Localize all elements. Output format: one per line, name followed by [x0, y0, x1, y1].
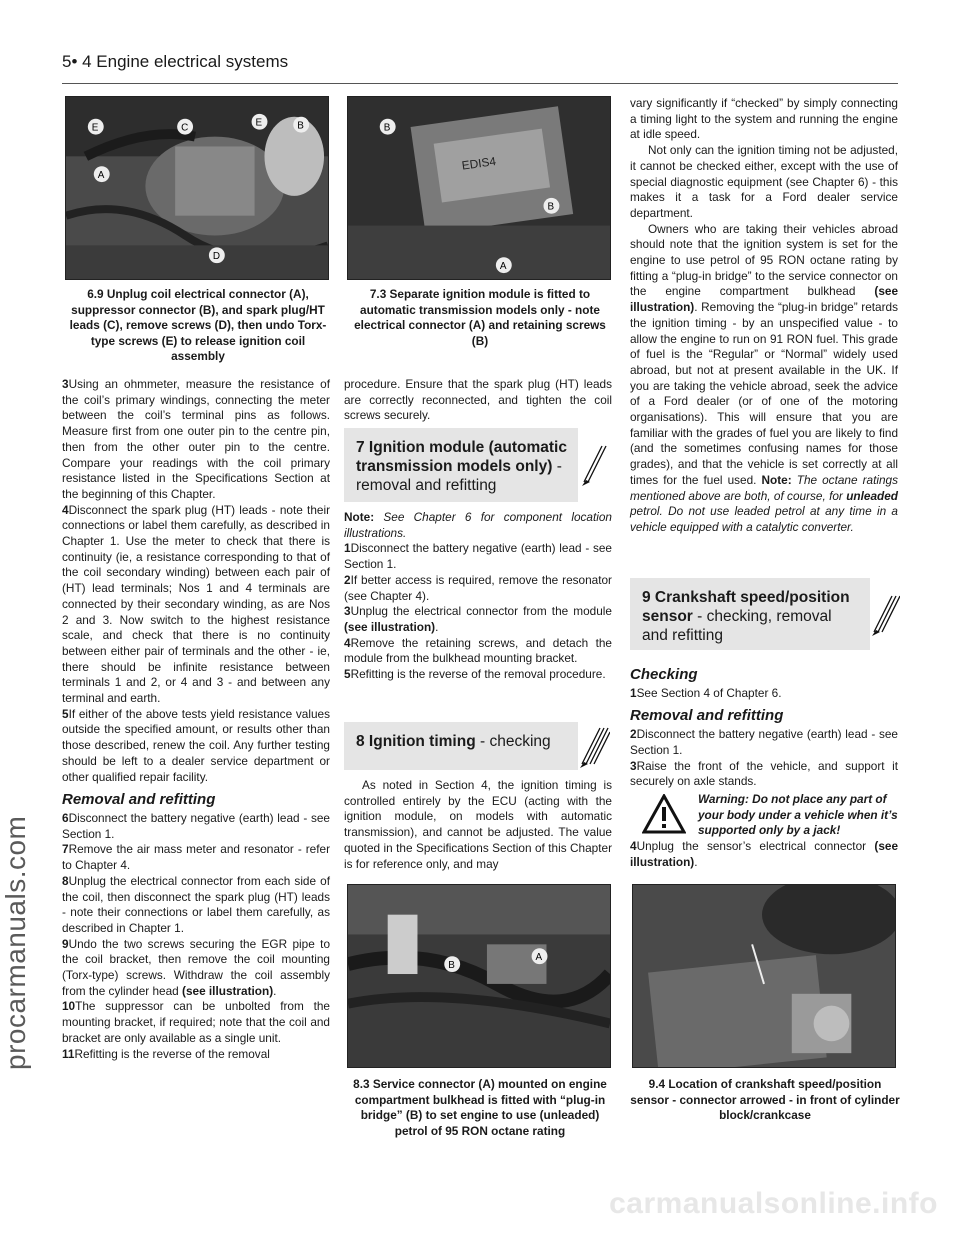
- section-title: 8 Ignition timing: [356, 733, 476, 750]
- figure-8-3-caption: 8.3 Service connector (A) mounted on engine compartment bulkhead is fitted with “plug-in bridge” (B) to set engine to use (unleaded) petrol of 95 RON octane rating: [353, 1077, 607, 1138]
- sec9-para-3: [630, 759, 898, 790]
- section-subtitle: - checking: [475, 733, 551, 750]
- difficulty-wrench-icon: [870, 586, 900, 642]
- section-9-heading: [630, 578, 870, 650]
- column-2-top: [344, 377, 612, 424]
- sec9-para-2: [630, 727, 898, 758]
- para-end: .: [273, 983, 277, 998]
- see-illustration-ref: (see illustration): [182, 983, 274, 998]
- para-text: See Section 4 of Chapter 6.: [636, 685, 782, 700]
- column-2-sec7: [344, 510, 612, 683]
- para-end: .: [694, 854, 698, 869]
- see-illustration-ref: (see illustration): [630, 839, 899, 869]
- difficulty-wrench-icon: [580, 718, 610, 774]
- para-number: 11: [62, 1046, 75, 1061]
- svg-text:C: C: [181, 122, 189, 134]
- header-rule: [62, 83, 898, 84]
- svg-text:B: B: [448, 960, 455, 972]
- section-7-heading: [344, 428, 578, 502]
- para-number: 5: [62, 706, 69, 721]
- para-number: 3: [344, 604, 351, 619]
- timing-paragraph-2: Not only can the ignition timing not be adjusted, it cannot be checked either, except with the use of special diagnostic equipment (see Chapter 6) - this makes it a task for a Ford dealer service department.: [630, 143, 898, 220]
- para-number: 9: [62, 936, 69, 951]
- para-text: Disconnect the spark plug (HT) leads - note their connections or label them carefully, as described in Chapter 1. Use the meter to check that there is continuity (ie, a resistance corresponding to that of the coil secondary winding) between each pair of (HT) lead terminals; Nos 1 and 4 terminals are connected by their secondary winding, as are Nos 2 and 3. Now switch to the highest resistance scale, and check that there is no continuity between either pair of terminals and the other - ie, there should be infinite resistance between terminals 1 and 2, or 4 and 3 - and between any terminal and earth.: [62, 502, 330, 706]
- warning-triangle-icon: [642, 794, 686, 834]
- sec7-para-3: [344, 604, 612, 635]
- column-3-sec9: [630, 660, 898, 870]
- bottom-watermark: carmanualsonline.info: [609, 1187, 938, 1220]
- svg-text:B: B: [297, 120, 304, 132]
- side-watermark: procarmanuals.com: [0, 815, 31, 1070]
- sec7-para-1: [344, 541, 612, 572]
- note-emphasis: unleaded: [846, 488, 898, 503]
- svg-text:E: E: [255, 117, 263, 129]
- svg-text:A: A: [97, 170, 105, 182]
- paragraph-3: [62, 377, 330, 503]
- see-illustration-ref: (see illustration): [344, 619, 436, 634]
- note-label: Note:: [761, 472, 792, 487]
- para-text: Unplug the electrical connector from each side of the coil, then disconnect the spark plug (HT) leads - note their connections or label them carefully, as described in Chapter 1.: [62, 873, 330, 935]
- para-end: .: [435, 619, 439, 634]
- para-number: 4: [62, 502, 69, 517]
- figure-7-3-photo: [347, 96, 611, 280]
- difficulty-wrench-icon: [580, 436, 610, 492]
- page-header: 5• 4 Engine electrical systems: [62, 52, 289, 71]
- sec7-para-4: [344, 636, 612, 667]
- para-text: If better access is required, remove the resonator (see Chapter 4).: [344, 572, 612, 603]
- continued-paragraph: procedure. Ensure that the spark plug (HT) leads are correctly reconnected, and tighten the coil screws securely.: [344, 377, 612, 423]
- para-number: 3: [630, 758, 637, 773]
- warning-box: [630, 792, 898, 839]
- section-title: 7 Ignition module (automatic transmission models only): [356, 439, 567, 475]
- figure-9-4-photo: [632, 884, 896, 1068]
- subheading-removal: Removal and refitting: [62, 791, 216, 809]
- subheading-checking: Checking: [630, 666, 698, 683]
- svg-text:A: A: [499, 261, 507, 273]
- subheading-removal: Removal and refitting: [630, 707, 784, 725]
- para-number: 7: [62, 842, 69, 857]
- section-title: 9 Crankshaft speed/position sensor: [642, 589, 850, 625]
- para-text: Refitting is the reverse of the removal procedure.: [350, 667, 606, 682]
- svg-text:D: D: [212, 251, 221, 263]
- column-2-sec8: [344, 778, 612, 872]
- para-text: Unplug the sensor’s electrical connector: [636, 839, 867, 854]
- para-number: 2: [630, 727, 637, 742]
- para-text: Raise the front of the vehicle, and support it securely on axle stands.: [630, 758, 898, 789]
- svg-text:A: A: [535, 952, 543, 964]
- para-text: Disconnect the battery negative (earth) lead - see Section 1.: [344, 541, 612, 572]
- note-text: petrol. Do not use leaded petrol at any time in a vehicle equipped with a catalytic converter.: [630, 504, 898, 534]
- section-subtitle: - checking, removal and refitting: [642, 608, 832, 644]
- svg-text:E: E: [91, 122, 99, 134]
- para-number: 5: [344, 667, 351, 682]
- para-text: Refitting is the reverse of the removal: [74, 1046, 270, 1061]
- section-8-heading: [344, 722, 578, 770]
- para-number: 6: [62, 810, 69, 825]
- warning-text: Warning: Do not place any part of your body under a vehicle when it’s supported only by a jack!: [698, 791, 898, 838]
- paragraph-9: [62, 937, 330, 1000]
- para-text: If either of the above tests yield resistance values outside the specified amount, or results other than those described, renew the coil. Any further testing should be left to a dealer service department or other qualified repair facility.: [62, 706, 330, 784]
- para-number: 2: [344, 572, 351, 587]
- para-text: The suppressor can be unbolted from the mounting bracket, if required; note that the coil and bracket are only available as a single unit.: [62, 999, 330, 1045]
- para-number: 1: [630, 685, 637, 700]
- paragraph-10: [62, 999, 330, 1046]
- sec8-paragraph: As noted in Section 4, the ignition timing is controlled entirely by the ECU (acting with the ignition module, on models with automatic transmission), and cannot be adjusted. The value quoted in the Specifications Section of this Chapter is for reference only, and may: [344, 778, 612, 871]
- continued-paragraph: vary significantly if “checked” by simply connecting a timing light to the system and running the engine at idle speed.: [630, 96, 898, 142]
- column-3: [630, 96, 898, 536]
- figure-6-9-caption: 6.9 Unplug coil electrical connector (A), suppressor connector (B), and spark plug/HT leads (C), remove screws (D), then undo Torx-type screws (E) to release ignition coil assembly: [69, 287, 327, 363]
- para-text: Using an ohmmeter, measure the resistance of the coil’s primary windings, connecting the meter between the coil’s terminal pins as follows. Measure first from one outer pin to the centre pin, then from the other outer pin to the centre. Compare your readings with the coil primary resistance listed in the Specifications Section at the beginning of this Chapter.: [62, 377, 330, 501]
- paragraph-6: [62, 811, 330, 842]
- timing-paragraph-3: [630, 222, 898, 536]
- para-number: 1: [344, 541, 351, 556]
- para-text: Remove the air mass meter and resonator - refer to Chapter 4.: [62, 842, 330, 873]
- section-subtitle: - removal and refitting: [356, 458, 562, 494]
- paragraph-5: [62, 707, 330, 786]
- para-text: Remove the retaining screws, and detach the module from the bulkhead mounting bracket.: [344, 635, 612, 666]
- figure-6-9-photo: [65, 96, 329, 280]
- para-text: Disconnect the battery negative (earth) lead - see Section 1.: [630, 727, 898, 757]
- paragraph-7: [62, 842, 330, 873]
- svg-text:B: B: [547, 201, 555, 213]
- sec7-para-2: [344, 573, 612, 604]
- figure-7-3-caption: 7.3 Separate ignition module is fitted to automatic transmission models only - note electrical connector (A) and retaining screws (B): [354, 287, 606, 348]
- para-text: . Removing the “plug-in bridge” retards the ignition timing - by an unspecified value - to allow the engine to run on 91 RON fuel. This grade of fuel is the “Regular” or “Normal” widely used abroad, but not at present available in the UK. If you are taking the vehicle abroad, seek the advice of a Ford dealer (or of one of the motoring organisations). This will ensure that you are familiar with the grades of fuel you are likely to find (and the sometimes confusing names for those grades), and that the vehicle is set correctly at all times for the fuel used.: [630, 300, 898, 487]
- note-text: See Chapter 6 for component location illustrations.: [344, 510, 612, 540]
- para-text: Owners who are taking their vehicles abroad should note that the ignition system is set for the engine to use petrol of 95 RON octane rating by fitting a “plug-in bridge” to the service connector on the engine compartment bulkhead: [630, 221, 898, 299]
- note-label: Note:: [344, 510, 375, 524]
- para-number: 8: [62, 873, 69, 888]
- sec9-para-1: [630, 686, 898, 702]
- para-text: Disconnect the battery negative (earth) lead - see Section 1.: [62, 810, 330, 841]
- sec7-para-5: [344, 667, 612, 683]
- figure-8-3-photo: [347, 884, 611, 1068]
- svg-text:EDIS4: EDIS4: [460, 154, 497, 173]
- paragraph-11: [62, 1047, 330, 1063]
- para-number: 10: [62, 999, 76, 1014]
- see-illustration-ref: (see illustration): [630, 284, 899, 315]
- figure-9-4-caption: 9.4 Location of crankshaft speed/position sensor - connector arrowed - in front of cylinder block/crankcase: [630, 1077, 900, 1122]
- note-paragraph: [344, 510, 612, 541]
- svg-text:B: B: [383, 122, 391, 134]
- para-text: Unplug the electrical connector from the module: [350, 604, 612, 619]
- paragraph-4: [62, 503, 330, 707]
- para-number: 4: [630, 839, 637, 854]
- note-text: The octane ratings mentioned above are both, of course, for: [630, 472, 898, 503]
- column-1: [62, 377, 330, 1062]
- para-number: 3: [62, 377, 69, 391]
- paragraph-8: [62, 874, 330, 937]
- sec9-para-4: [630, 839, 898, 870]
- para-text: Undo the two screws securing the EGR pipe to the coil bracket, then remove the coil mounting (Torx-type) screws. Withdraw the coil assembly from the cylinder head: [62, 936, 330, 998]
- para-number: 4: [344, 635, 351, 650]
